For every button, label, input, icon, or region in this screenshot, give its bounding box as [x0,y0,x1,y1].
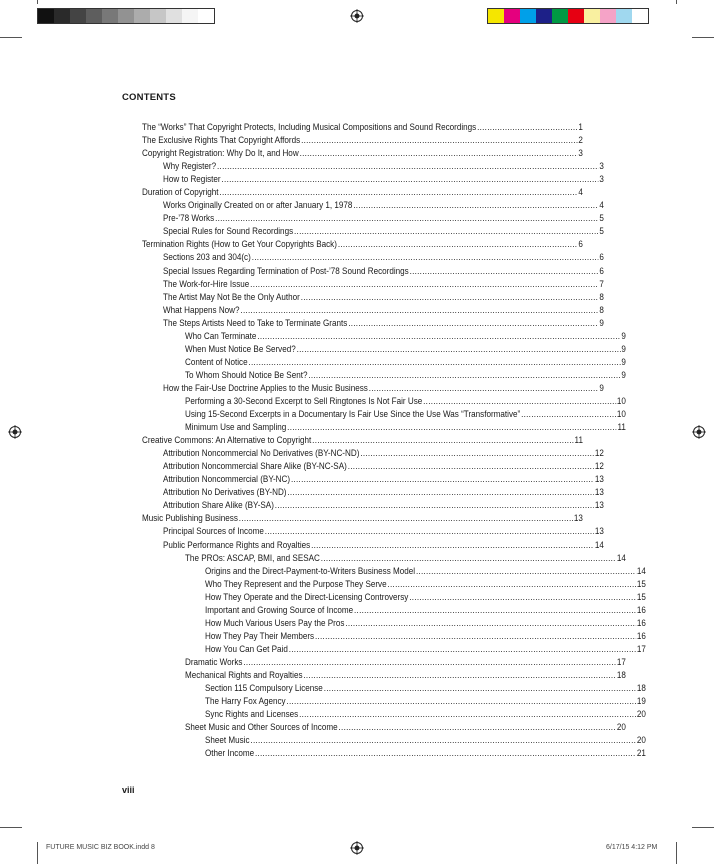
toc-entry-title: What Happens Now? [162,304,240,315]
dot-leader [409,591,636,604]
dot-leader [219,186,577,199]
dot-leader [360,447,594,460]
color-swatch [536,9,552,23]
toc-entry-title: Special Rules for Sound Recordings [162,226,294,237]
toc-entry [142,604,646,617]
color-swatch [616,9,632,23]
toc-entry-page: 20 [636,709,646,720]
toc-entry [142,695,646,708]
toc-entry-page: 13 [573,513,583,524]
dot-leader [301,291,599,304]
toc-entry-page: 1 [578,122,583,132]
toc-entry-page: 8 [599,291,604,302]
toc-entry [142,265,604,278]
toc-entry [142,225,604,238]
dot-leader [303,669,616,682]
toc-entry [142,304,604,317]
color-swatch [600,9,616,23]
toc-entry-page: 5 [599,213,604,224]
toc-entry-page: 14 [594,539,604,550]
crop-mark [676,0,677,4]
dot-leader [308,369,620,382]
toc-entry-title: Attribution No Derivatives (BY-ND) [162,487,287,498]
toc-entry-title: Other Income [205,748,255,759]
toc-entry [142,721,626,734]
toc-entry-page: 2 [578,135,583,146]
toc-entry [142,238,583,251]
crop-mark [37,842,38,864]
toc-entry [142,578,646,591]
toc-entry [142,382,604,395]
toc-entry [142,291,604,304]
toc-entry [142,212,604,225]
toc-entry [142,656,626,669]
toc-entry-page: 21 [636,748,646,759]
crop-mark [0,827,22,828]
toc-entry [142,421,626,434]
color-swatch [134,9,150,23]
crop-mark [37,0,38,4]
toc-entry-page: 6 [578,239,583,250]
color-swatch [54,9,70,23]
dot-leader [416,565,636,578]
crop-mark [0,37,22,38]
toc-entry-title: When Must Notice Be Served? [184,343,296,354]
toc-entry [142,734,646,747]
dot-leader [354,604,636,617]
toc-entry [142,539,604,552]
toc-entry-title: Attribution Noncommercial (BY-NC) [162,474,291,485]
toc-entry-title: Copyright Registration: Why Do It, and How [142,148,299,159]
toc-entry-title: The Exclusive Rights That Copyright Affords [142,135,301,146]
toc-entry-page: 4 [599,200,604,211]
toc-entry-page: 9 [621,369,626,380]
dot-leader [239,512,573,525]
dot-leader [294,225,598,238]
toc-entry [142,591,646,604]
toc-entry [142,630,646,643]
crop-mark [692,37,714,38]
toc-entry-page: 10 [616,395,626,406]
toc-entry-page: 9 [599,382,604,393]
toc-entry-title: The PROs: ASCAP, BMI, and SESAC [184,552,320,563]
dot-leader [423,395,616,408]
dot-leader [339,721,616,734]
toc-entry-title: Why Register? [162,161,217,172]
toc-entry-page: 16 [636,604,646,615]
dot-leader [348,317,598,330]
toc-entry-page: 12 [594,461,604,472]
toc-entry-title: Using 15-Second Excerpts in a Documentary Is Fair Use Since the Use Was “Transformative” [184,409,521,420]
dot-leader [324,682,636,695]
toc-entry [142,395,626,408]
toc-entry-page: 3 [599,161,604,172]
toc-entry-page: 9 [621,356,626,367]
toc-entry [142,408,626,421]
toc-entry-page: 13 [594,500,604,511]
dot-leader [217,160,599,173]
dot-leader [257,330,620,343]
toc-entry [142,617,646,630]
dot-leader [255,747,636,760]
toc-entry [142,369,626,382]
color-swatch [632,9,648,23]
toc-entry-title: How You Can Get Paid [205,643,288,654]
dot-leader [252,251,599,264]
toc-entry-page: 6 [599,252,604,263]
toc-entry [142,278,604,291]
toc-entry-page: 20 [616,722,626,733]
page-title: CONTENTS [122,92,176,103]
toc-entry-page: 13 [594,487,604,498]
toc-entry-page: 9 [621,330,626,341]
toc-entry [142,121,583,134]
color-swatch [182,9,198,23]
dot-leader [338,238,578,251]
toc-entry-title: To Whom Should Notice Be Sent? [184,369,308,380]
toc-entry-page: 11 [574,435,583,446]
toc-entry-page: 8 [599,304,604,315]
toc-entry-title: Duration of Copyright [142,187,219,198]
dot-leader [287,421,616,434]
toc-entry-page: 13 [594,526,604,537]
dot-leader [477,121,577,134]
color-swatch [70,9,86,23]
toc-entry [142,486,604,499]
color-swatch [552,9,568,23]
dot-leader [369,382,599,395]
toc-entry-page: 19 [636,696,646,707]
color-swatch [198,9,214,23]
toc-entry-title: Minimum Use and Sampling [184,422,287,433]
toc-entry-page: 10 [616,409,626,420]
toc-entry-page: 7 [599,278,604,289]
dot-leader [388,578,637,591]
toc-entry [142,525,604,538]
toc-entry [142,747,646,760]
toc-entry [142,186,583,199]
dot-leader [287,486,594,499]
toc-entry-title: How They Operate and the Direct-Licensing Controversy [205,591,409,602]
toc-entry [142,552,626,565]
toc-entry-page: 4 [578,187,583,198]
color-swatch [150,9,166,23]
toc-entry-page: 16 [636,630,646,641]
toc-entry-title: The Harry Fox Agency [205,696,286,707]
dot-leader [299,708,636,721]
toc-entry [142,134,583,147]
dot-leader [300,147,578,160]
toc-entry-title: Termination Rights (How to Get Your Copyrights Back) [142,239,337,250]
toc-entry-title: Who Can Terminate [184,330,257,341]
toc-entry-title: Pre-’78 Works [162,213,215,224]
dot-leader [315,630,636,643]
toc-entry-page: 13 [594,474,604,485]
color-swatch [504,9,520,23]
toc-entry-page: 18 [616,669,626,680]
toc-entry-page: 3 [599,174,604,185]
toc-entry-title: The Artist May Not Be the Only Author [162,291,300,302]
toc-entry-title: Content of Notice [184,356,248,367]
color-swatch [166,9,182,23]
toc-entry [142,330,626,343]
dot-leader [348,460,594,473]
toc-entry-page: 5 [599,226,604,237]
toc-entry [142,447,604,460]
dot-leader [250,278,598,291]
toc-entry-page: 17 [616,656,626,667]
dot-leader [215,212,598,225]
dot-leader [321,552,616,565]
toc-entry-title: Special Issues Regarding Termination of Post-’78 Sound Recordings [162,265,409,276]
toc-entry-title: Mechanical Rights and Royalties [184,669,303,680]
dot-leader [248,356,620,369]
color-swatch [86,9,102,23]
slug-filename: FUTURE MUSIC BIZ BOOK.indd 8 [46,844,155,851]
dot-leader [410,265,599,278]
toc-entry-title: Creative Commons: An Alternative to Copyright [142,435,312,446]
color-swatch [568,9,584,23]
color-swatch [118,9,134,23]
dot-leader [265,525,594,538]
toc-entry-title: Attribution Noncommercial Share Alike (BY-NC-SA) [162,461,347,472]
toc-entry [142,343,626,356]
toc-entry [142,173,604,186]
dot-leader [275,499,594,512]
toc-entry-title: Sync Rights and Licenses [205,709,299,720]
toc-entry-title: How They Pay Their Members [205,630,315,641]
registration-mark-icon [350,9,364,23]
dot-leader [291,473,594,486]
toc-entry [142,682,646,695]
toc-entry [142,356,626,369]
toc-entry [142,147,583,160]
dot-leader [240,304,598,317]
toc-entry-title: Attribution Share Alike (BY-SA) [162,500,274,511]
toc-entry [142,708,646,721]
toc-entry-page: 14 [636,565,646,576]
toc-entry-title: The “Works” That Copyright Protects, Including Musical Compositions and Sound Recordings [142,122,477,132]
color-swatch [584,9,600,23]
toc-entry-title: How to Register [162,174,221,185]
dot-leader [311,539,594,552]
toc-entry [142,317,604,330]
dot-leader [286,695,636,708]
dot-leader [289,643,636,656]
toc-entry-page: 9 [599,317,604,328]
dot-leader [243,656,616,669]
dot-leader [297,343,621,356]
color-swatch [38,9,54,23]
toc-entry-page: 11 [617,422,626,433]
dot-leader [222,173,599,186]
dot-leader [353,199,598,212]
toc-entry-page: 15 [636,578,646,589]
toc-entry-title: Sheet Music [205,735,250,746]
toc-entry-title: Sheet Music and Other Sources of Income [184,722,338,733]
toc-entry-title: Performing a 30-Second Excerpt to Sell Ringtones Is Not Fair Use [184,395,423,406]
toc-entry-title: Who They Represent and the Purpose They Serve [205,578,387,589]
toc-entry-page: 16 [636,617,646,628]
registration-mark-icon [350,841,364,855]
grayscale-color-bar [37,8,215,24]
toc-entry-page: 14 [616,552,626,563]
registration-mark-icon [8,425,22,439]
dot-leader [345,617,636,630]
toc-entry-page: 3 [578,148,583,159]
toc-entry [142,669,626,682]
process-color-bar [487,8,649,24]
toc-entry [142,199,604,212]
toc-entry [142,251,604,264]
color-swatch [488,9,504,23]
toc-entry-title: Origins and the Direct-Payment-to-Writers Business Model [205,565,416,576]
color-swatch [102,9,118,23]
toc-entry [142,512,583,525]
registration-mark-icon [692,425,706,439]
crop-mark [692,827,714,828]
table-of-contents [142,121,646,760]
toc-entry-page: 18 [636,683,646,694]
toc-entry-page: 20 [636,735,646,746]
toc-entry [142,643,646,656]
toc-entry [142,499,604,512]
toc-entry-page: 12 [594,448,604,459]
dot-leader [521,408,616,421]
toc-entry-title: Section 115 Compulsory License [205,683,323,694]
toc-entry [142,473,604,486]
toc-entry-page: 9 [621,343,626,354]
toc-entry [142,160,604,173]
toc-entry-page: 15 [636,591,646,602]
toc-entry-page: 6 [599,265,604,276]
toc-entry [142,565,646,578]
toc-entry-title: Works Originally Created on or after January 1, 1978 [162,200,353,211]
toc-entry [142,434,583,447]
toc-entry-title: Sections 203 and 304(c) [162,252,251,263]
toc-entry-title: The Work-for-Hire Issue [162,278,250,289]
toc-entry-title: Public Performance Rights and Royalties [162,539,311,550]
toc-entry-title: Dramatic Works [184,656,243,667]
dot-leader [250,734,636,747]
toc-entry-title: The Steps Artists Need to Take to Terminate Grants [162,317,348,328]
toc-entry-title: Attribution Noncommercial No Derivatives (BY-NC-ND) [162,448,360,459]
slug-timestamp: 6/17/15 4:12 PM [606,844,658,851]
crop-mark [676,842,677,864]
toc-entry-title: Music Publishing Business [142,513,238,524]
dot-leader [312,434,573,447]
toc-entry-title: Principal Sources of Income [162,526,264,537]
toc-entry [142,460,604,473]
color-swatch [520,9,536,23]
toc-entry-title: How Much Various Users Pay the Pros [205,617,345,628]
toc-entry-title: How the Fair-Use Doctrine Applies to the Music Business [162,382,368,393]
dot-leader [301,134,577,147]
page-number: viii [122,785,135,795]
toc-entry-page: 17 [636,643,646,654]
toc-entry-title: Important and Growing Source of Income [205,604,354,615]
